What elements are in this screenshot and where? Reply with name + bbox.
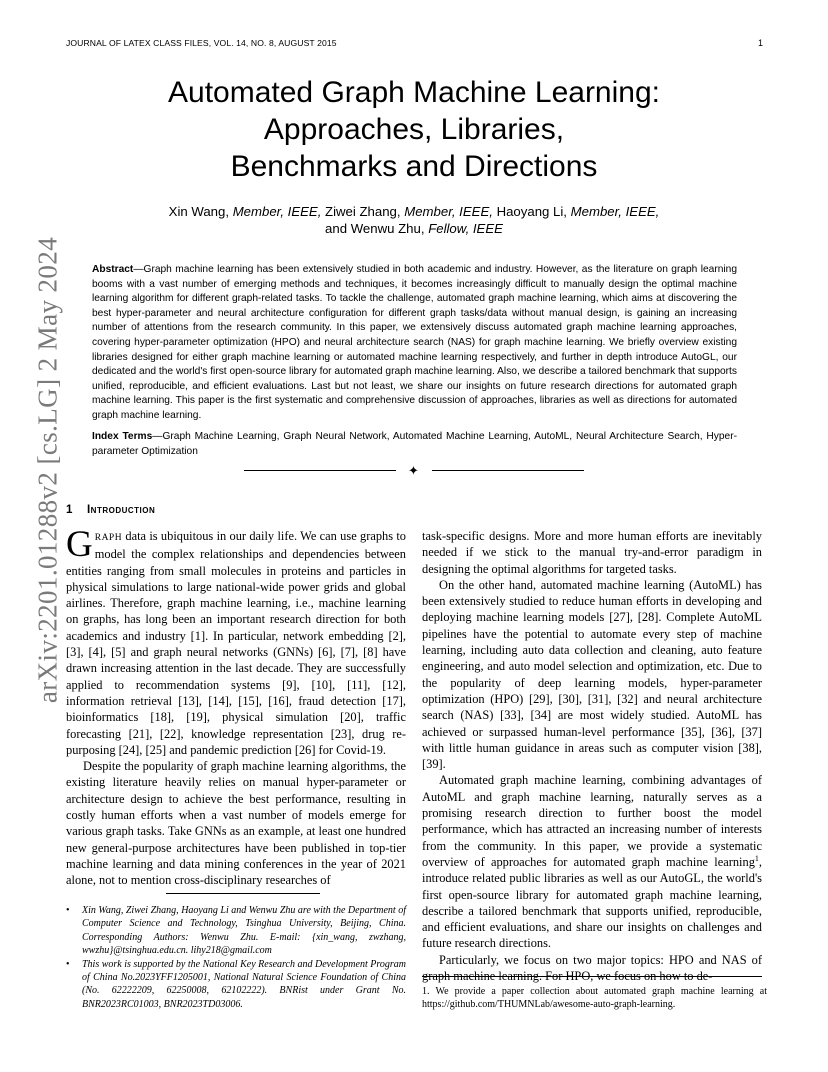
section-title: Introduction xyxy=(86,503,156,516)
abstract-text: —Graph machine learning has been extensively studied in both academic and industry. However, as the literature on graph learning booms with a vast number of emerging methods and techniques, it becomes increasingly difficult to manually design the optimal machine learning algorithm for different graph-related tasks. To tackle the challenge, automated graph machine learning, which aims at discovering the best hyper-parameter and neural architecture configuration for different graph tasks/data without manual design, is gaining an increasing number of attentions from the research community. In this paper, we extensively discuss automated graph machine learning approaches, covering hyper-parameter optimization (HPO) and neural architecture search (NAS) for graph machine learning. We briefly overview existing libraries designed for either graph machine learning or automated machine learning respectively, and further in depth introduce AutoGL, our dedicated and the world's first open-source library for automated graph machine learning. Also, we describe a tailored benchmark that supports unified, reproducible, and efficient evaluations. Last but not least, we share our insights on future research directions for automated graph machine learning. This paper is the first systematic and comprehensive discussion of approaches, libraries as well as directions for automated graph machine learning. xyxy=(92,264,737,421)
bullet-icon: • xyxy=(66,958,70,970)
page-number: 1 xyxy=(758,38,764,48)
smallcaps-lead: RAPH xyxy=(94,533,123,543)
title-line-3: Benchmarks and Directions xyxy=(230,150,598,183)
index-terms-label: Index Terms xyxy=(92,431,153,442)
paper-title xyxy=(80,74,748,185)
footnote-marker[interactable]: 1 xyxy=(754,853,759,863)
intro-paragraph: Despite the popularity of graph machine learning algorithms, the existing literature heavily relies on manual hyper-parameter or architecture design to achieve the best performance, resulting in costly human efforts when a vast number of models emerge for various graph tasks. Take GNNs as an example, at least one hundred new general-purpose architectures have been published in top-tier machine learning and data mining conferences in the year of 2021 alone, not to mention cross-disciplinary researches of xyxy=(66,759,406,888)
section-number: 1 xyxy=(66,503,73,516)
abstract xyxy=(92,263,737,424)
drop-cap: G xyxy=(66,524,93,565)
author-role: Member, IEEE, xyxy=(570,204,660,219)
index-terms-text: —Graph Machine Learning, Graph Neural Network, Automated Machine Learning, AutoML, Neural Architecture Search, Hyper-parameter Optimization xyxy=(92,431,737,457)
footnote-text: Xin Wang, Ziwei Zhang, Haoyang Li and Wenwu Zhu are with the Department of Computer Science and Technology, Tsinghua University, Beijing, China. Corresponding Authors: Wenwu Zhu. E-mail: {xin_wang, zwzhang, wwzhu}@tsinghua.edu.cn. lihy218@gmail.com xyxy=(82,905,406,957)
body-column-left xyxy=(66,524,406,889)
paragraph-text: data is ubiquitous in our daily life. We can use graphs to model the complex relationships and dependencies between entities ranging from small molecules in proteins and particles in physical simulations to large national-wide power grids and global airlines. Therefore, graph machine learning, i.e., machine learning on graphs, has long been an important research direction for both academics and industry [1]. In particular, network embedding [2], [3], [4], [5] and graph neural networks (GNNs) [6], [7], [8] have drawn increasing attention in the last decade. They are successfully applied to recommendation systems [9], [10], [11], [12], information retrieval [13], [14], [15], [16], fraud detection [17], bioinformatics [18], [19], physical simulation [20], traffic forecasting [21], [22], knowledge representation [23], drug re-purposing [24], [25] and pandemic prediction [26] for Covid-19. xyxy=(66,529,406,757)
section-heading xyxy=(66,503,155,516)
intro-paragraph: On the other hand, automated machine learning (AutoML) has been extensively studied to reduce human efforts in developing and deploying machine learning models [27], [28]. Complete AutoML pipelines have the potential to automate every step of machine learning, including auto data collection and cleaning, auto feature engineering, and auto model selection and optimization, etc. Due to the popularity of deep learning models, hyper-parameter optimization (HPO) [29], [30], [31], [32] and neural architecture search (NAS) [33], [34] are most widely studied. AutoML has achieved or surpassed human-level performance [35], [36], [37] with little human guidance in areas such as computer vision [38], [39]. xyxy=(422,577,762,772)
running-header: JOURNAL OF LATEX CLASS FILES, VOL. 14, NO. 8, AUGUST 2015 xyxy=(66,38,337,48)
author-footnotes xyxy=(66,904,406,1011)
author-role: Fellow, IEEE xyxy=(428,221,503,236)
section-separator xyxy=(244,463,584,478)
author-name: Haoyang Li, xyxy=(496,204,567,219)
abstract-label: Abstract xyxy=(92,264,134,275)
footnote-1: 1. We provide a paper collection about automated graph machine learning at https://github.com/THUMNLab/awesome-auto-graph-learning. xyxy=(422,986,767,1011)
author-role: Member, IEEE, xyxy=(232,204,322,219)
footnote-item xyxy=(66,904,406,958)
bullet-icon: • xyxy=(66,905,70,916)
author-list xyxy=(100,203,728,237)
index-terms xyxy=(92,430,737,459)
intro-paragraph: task-specific designs. More and more human efforts are inevitably needed if we stick to the manual try-and-error paradigm in designing the optimal algorithms for targeted tasks. xyxy=(422,529,762,576)
paragraph-text: Automated graph machine learning, combining advantages of AutoML and graph machine learning, naturally serves as a promising research direction to further boost the model performance, which has attracted an increasing number of interests from the community. In this paper, we provide a systematic overview of approaches for automated graph machine learning xyxy=(422,773,762,869)
footnote-rule xyxy=(166,893,320,894)
author-name: Xin Wang, xyxy=(168,204,230,219)
paragraph-text: , introduce related public libraries as well as our AutoGL, the world's first open-source library for automated graph machine learning, describe a tailored benchmark that supports unified, reproducible, and efficient evaluations, and share our insights on challenges and future research directions. xyxy=(422,854,762,951)
diamond-ornament-icon: ✦ xyxy=(408,463,419,478)
author-name: Ziwei Zhang, xyxy=(325,204,401,219)
footnote-rule xyxy=(422,976,762,977)
intro-paragraph xyxy=(422,772,762,951)
body-column-right xyxy=(422,528,762,984)
intro-paragraph: Particularly, we focus on two major topics: HPO and NAS of graph machine learning. For HPO, we focus on how to de- xyxy=(422,952,762,984)
title-line-1: Automated Graph Machine Learning: xyxy=(168,76,660,109)
footnote-text: This work is supported by the National Key Research and Development Program of China No.2023YFF1205001, National Natural Science Foundation of China (No. 62222209, 62250008, 62102222). BNRist under Grant No. BNR2023RC01003, BNR2023TD03006. xyxy=(82,958,406,1010)
footnote-item xyxy=(66,958,406,1012)
author-name: and Wenwu Zhu, xyxy=(325,221,425,236)
intro-paragraph xyxy=(66,524,406,758)
author-role: Member, IEEE, xyxy=(404,204,493,219)
arxiv-identifier[interactable]: arXiv:2201.01288v2 [cs.LG] 2 May 2024 xyxy=(32,236,63,704)
title-line-2: Approaches, Libraries, xyxy=(263,113,565,146)
